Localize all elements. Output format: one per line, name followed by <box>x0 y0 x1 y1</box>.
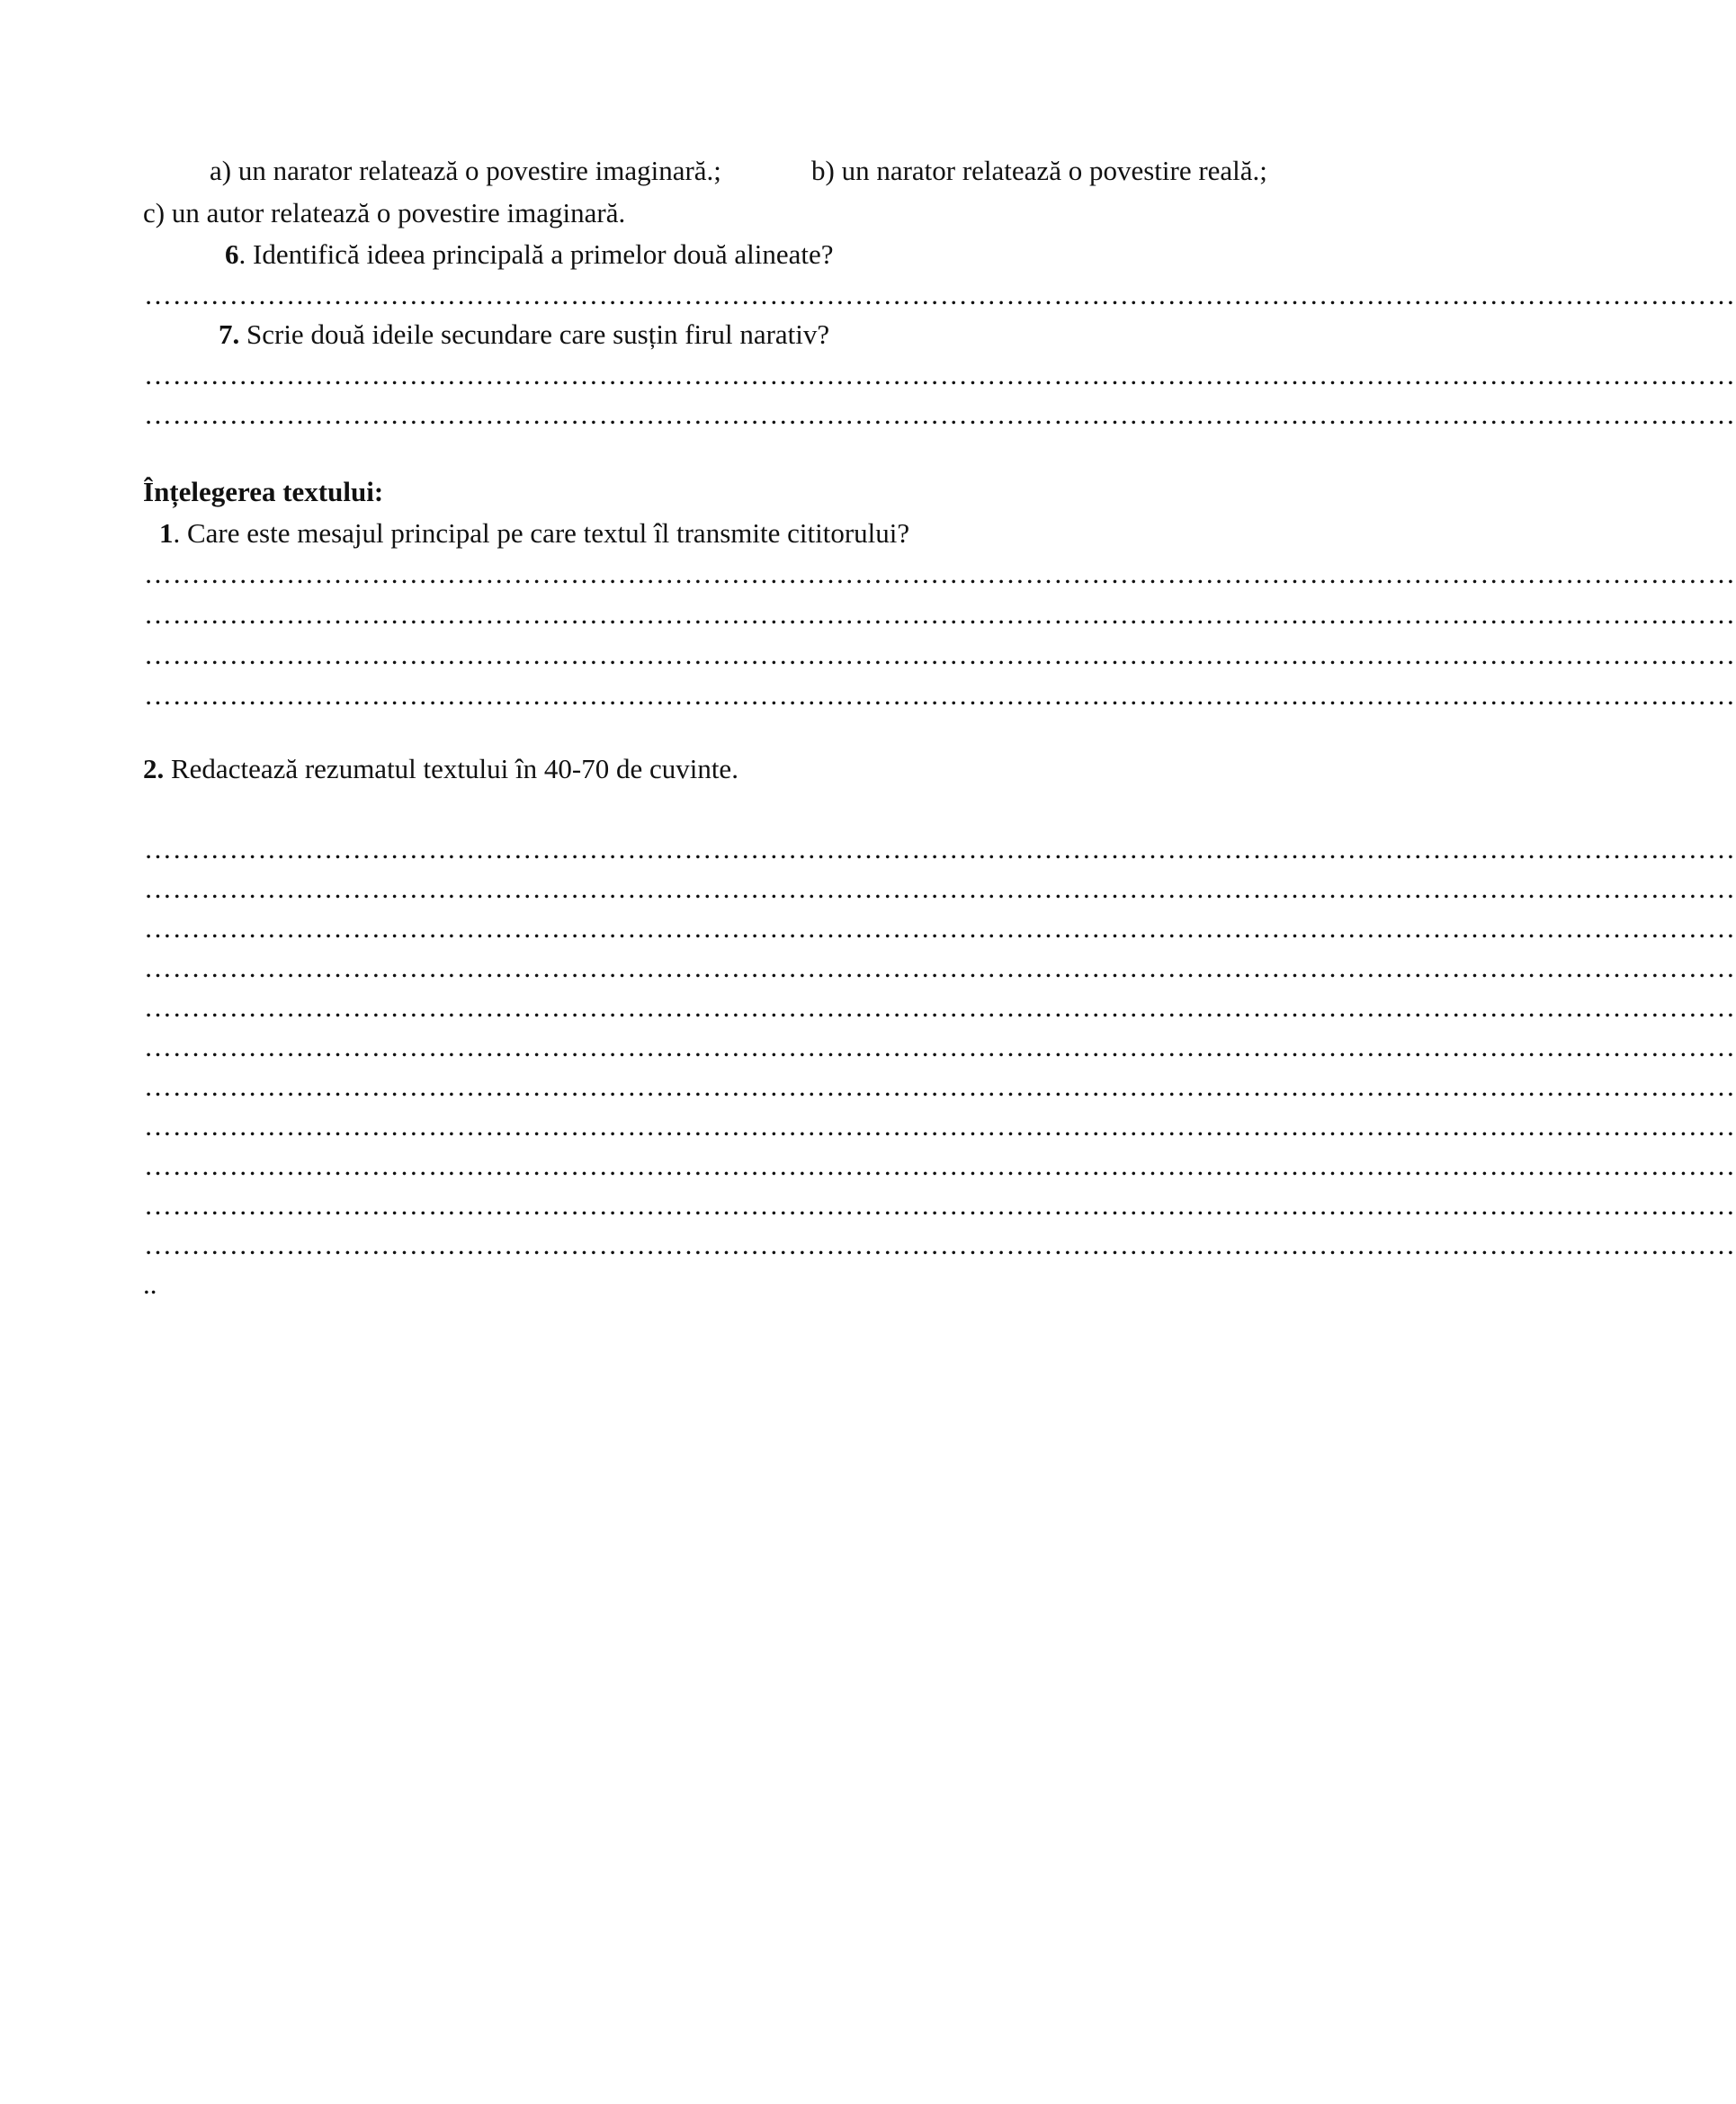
understanding-question-2 <box>143 751 738 787</box>
answer-line-u2-11[interactable]: …………………………………………………………………………………………………………………………………………………… <box>144 1229 1736 1260</box>
understanding-question-1-number: 1 <box>159 517 174 549</box>
trailing-dots: .. <box>143 1268 157 1300</box>
answer-line-u2-1[interactable]: …………………………………………………………………………………………………………………………………………………… <box>144 833 1736 864</box>
answer-line-u2-6[interactable]: …………………………………………………………………………………………………………………………………………………… <box>144 1031 1736 1062</box>
section-title: Înțelegerea textului: <box>143 476 384 507</box>
answer-line-u2-9[interactable]: …………………………………………………………………………………………………………………………………………………… <box>144 1150 1736 1181</box>
understanding-question-1 <box>159 515 909 551</box>
answer-line-u2-8[interactable]: …………………………………………………………………………………………………………………………………………………… <box>144 1110 1736 1142</box>
answer-line-u1-3[interactable]: …………………………………………………………………………………………………………………………………………………… <box>144 639 1736 670</box>
answer-line-u2-5[interactable]: …………………………………………………………………………………………………………………………………………………… <box>144 991 1736 1023</box>
option-c: c) un autor relatează o povestire imaginară. <box>143 197 626 228</box>
question-6-number: 6 <box>225 238 239 270</box>
question-7 <box>219 317 829 353</box>
answer-line-u2-7[interactable]: …………………………………………………………………………………………………………………………………………………… <box>144 1070 1736 1102</box>
answer-line-u1-4[interactable]: …………………………………………………………………………………………………………………………………………………… <box>144 679 1736 711</box>
answer-line-q7-1[interactable]: …………………………………………………………………………………………………………………………………………………… <box>144 359 1736 390</box>
answer-line-u1-2[interactable]: …………………………………………………………………………………………………………………………………………………… <box>144 598 1736 630</box>
answer-line-u1-1[interactable]: …………………………………………………………………………………………………………………………………………………… <box>144 558 1736 589</box>
answer-line-u2-3[interactable]: …………………………………………………………………………………………………………………………………………………… <box>144 912 1736 944</box>
question-7-number: 7. <box>219 318 240 350</box>
question-6 <box>225 237 834 273</box>
understanding-question-2-number: 2. <box>143 753 165 784</box>
answer-line-q7-2[interactable]: …………………………………………………………………………………………………………………………………………………… <box>144 398 1736 430</box>
understanding-question-2-text: Redactează rezumatul textului în 40-70 de cuvinte. <box>164 753 738 784</box>
answer-line-u2-4[interactable]: …………………………………………………………………………………………………………………………………………………… <box>144 952 1736 983</box>
answer-line-q6-1[interactable]: …………………………………………………………………………………………………………………………………………………… <box>144 279 1736 310</box>
answer-line-u2-2[interactable]: …………………………………………………………………………………………………………………………………………………… <box>144 873 1736 904</box>
answer-line-u2-10[interactable]: …………………………………………………………………………………………………………………………………………………… <box>144 1189 1736 1221</box>
option-b: b) un narator relatează o povestire reală.; <box>811 155 1267 186</box>
understanding-question-1-text: . Care este mesajul principal pe care textul îl transmite cititorului? <box>173 517 910 549</box>
option-a: a) un narator relatează o povestire imaginară.; <box>210 155 721 186</box>
question-7-text: Scrie două ideile secundare care susțin firul narativ? <box>239 318 830 350</box>
question-6-text: . Identifică ideea principală a primelor două alineate? <box>238 238 834 270</box>
